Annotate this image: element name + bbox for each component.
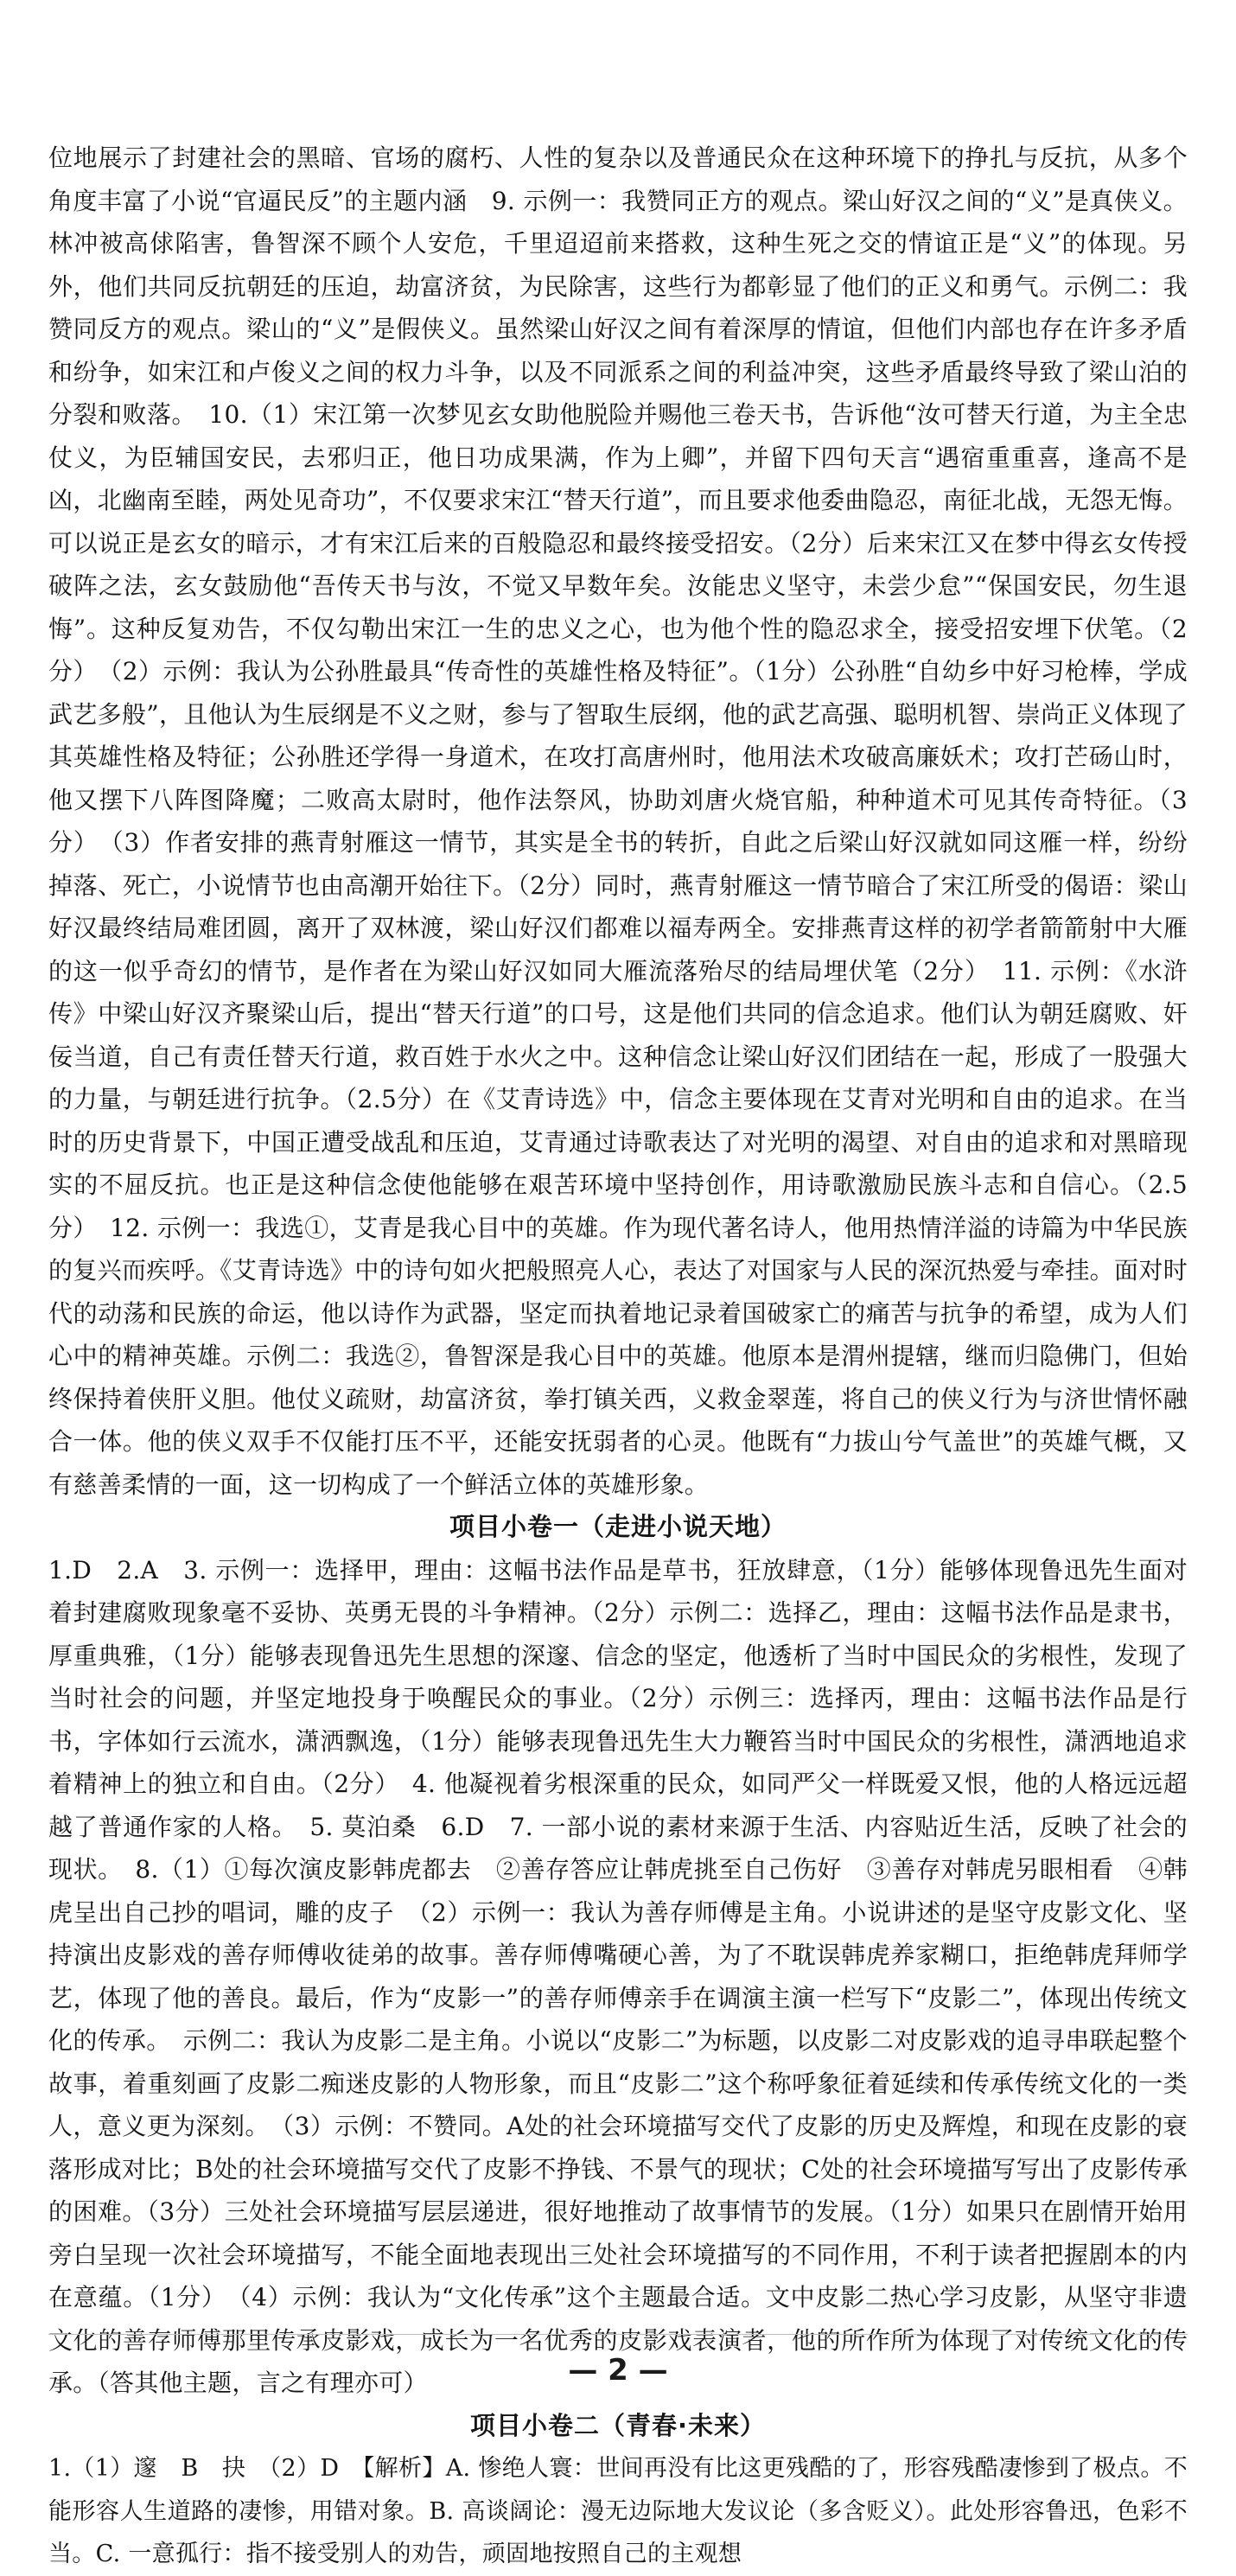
page-number: — 2 — <box>568 2353 668 2388</box>
section-title-2: 项目小卷二（青春·未来） <box>469 2410 767 2440</box>
answer-paragraph-continued: 位地展示了封建社会的黑暗、官场的腐朽、人性的复杂以及普通民众在这种环境下的挣扎与反抗，从多个角度丰富了小说“官逼民反”的主题内涵 9. 示例一：我赞同正方的观点。梁山好汉之间的“义”是真侠义。林冲被高俅陷害，鲁智深不顾个人安危，千里迢迢前来搭救，这种生死之交的情谊正是“义”的体现。另外，他们共同反抗朝廷的压迫，劫富济贫，为民除害，这些行为都彰显了他们的正义和勇气。示例二：我赞同反方的观点。梁山的“义”是假侠义。虽然梁山好汉之间有着深厚的情谊，但他们内部也存在许多矛盾和纷争，如宋江和卢俊义之间的权力斗争，以及不同派系之间的利益冲突，这些矛盾最终导致了梁山泊的分裂和败落。 10.（1）宋江第一次梦见玄女助他脱险并赐他三卷天书，告诉他“汝可替天行道，为主全忠仗义，为臣辅国安民，去邪归正，他日功成果满，作为上卿”，并留下四句天言“遇宿重重喜，逢高不是凶，北幽南至睦，两处见奇功”，不仅要求宋江“替天行道”，而且要求他委曲隐忍，南征北战，无怨无悔。可以说正是玄女的暗示，才有宋江后来的百般隐忍和最终接受招安。（2分）后来宋江又在梦中得玄女传授破阵之法，玄女鼓励他“吾传天书与汝，不觉又早数年矣。汝能忠义坚守，未尝少怠”“保国安民，勿生退悔”。这种反复劝告，不仅勾勒出宋江一生的忠义之心，也为他个性的隐忍求全，接受招安埋下伏笔。（2分） （2）示例：我认为公孙胜最具“传奇性的英雄性格及特征”。（1分）公孙胜“自幼乡中好习枪棒，学成武艺多般”，且他认为生辰纲是不义之财，参与了智取生辰纲，他的武艺高强、聪明机智、崇尚正义体现了其英雄性格及特征；公孙胜还学得一身道术，在攻打高唐州时，他用法术攻破高廉妖术；攻打芒砀山时，他又摆下八阵图降魔；二败高太尉时，他作法祭风，协助刘唐火烧官船，种种道术可见其传奇特征。（3分） （3）作者安排的燕青射雁这一情节，其实是全书的转折，自此之后梁山好汉就如同这雁一样，纷纷掉落、死亡，小说情节也由高潮开始往下。（2分）同时，燕青射雁这一情节暗合了宋江所受的偈语：梁山好汉最终结局难团圆，离开了双林渡，梁山好汉们都难以福寿两全。安排燕青这样的初学者箭箭射中大雁的这一似乎奇幻的情节，是作者在为梁山好汉如同大雁流落殆尽的结局埋伏笔（2分） 11. 示例：《水浒传》中梁山好汉齐聚梁山后，提出“替天行道”的口号，这是他们共同的信念追求。他们认为朝廷腐败、奸佞当道，自己有责任替天行道，救百姓于水火之中。这种信念让梁山好汉们团结在一起，形成了一股强大的力量，与朝廷进行抗争。（2.5分）在《艾青诗选》中，信念主要体现在艾青对光明和自由的追求。在当时的历史背景下，中国正遭受战乱和压迫，艾青通过诗歌表达了对光明的渴望、对自由的追求和对黑暗现实的不屈反抗。也正是这种信念使他能够在艰苦环境中坚持创作，用诗歌激励民族斗志和自信心。（2.5分） 12. 示例一：我选①，艾青是我心目中的英雄。作为现代著名诗人，他用热情洋溢的诗篇为中华民族的复兴而疾呼。《艾青诗选》中的诗句如火把般照亮人心，表达了对国家与人民的深沉热爱与牵挂。面对时代的动荡和民族的命运，他以诗作为武器，坚定而执着地记录着国破家亡的痛苦与抗争的希望，成为人们心中的精神英雄。示例二：我选②，鲁智深是我心目中的英雄。他原本是渭州提辖，继而归隐佛门，但始终保持着侠肝义胆。他仗义疏财，劫富济贫，拳打镇关西，义救金翠莲，将自己的侠义行为与济世情怀融合一体。他的侠义双手不仅能打压不平，还能安抚弱者的心灵。他既有“力拔山兮气盖世”的英雄气概，又有慈善柔情的一面，这一切构成了一个鲜活立体的英雄形象。 <box>48 143 1188 1499</box>
answer-paragraph-section-2: 1.（1）邃 B 抉 （2）D 【解析】A. 惨绝人寰：世间再没有比这更残酷的了，形容残酷凄惨到了极点。不能形容人生道路的凄惨，用错对象。B. 高谈阔论：漫无边际地大发议论（多含贬义）。此处形容鲁迅，色彩不当。C. 一意孤行：指不接受别人的劝告，顽固地按照自己的主观想 <box>48 2455 1188 2567</box>
text-column <box>48 137 1188 2576</box>
footer-divider <box>48 2334 1188 2335</box>
section-title-1: 项目小卷一（走进小说天地） <box>449 1512 787 1541</box>
answer-paragraph-section-1: 1.D 2.A 3. 示例一：选择甲，理由：这幅书法作品是草书，狂放肆意，（1分）能够体现鲁迅先生面对着封建腐败现象毫不妥协、英勇无畏的斗争精神。（2分）示例二：选择乙，理由：这幅书法作品是隶书，厚重典雅，（1分）能够表现鲁迅先生思想的深邃、信念的坚定，他透析了当时中国民众的劣根性，发现了当时社会的问题，并坚定地投身于唤醒民众的事业。（2分）示例三：选择丙，理由：这幅书法作品是行书，字体如行云流水，潇洒飘逸，（1分）能够表现鲁迅先生大力鞭笞当时中国民众的劣根性，潇洒地追求着精神上的独立和自由。（2分） 4. 他凝视着劣根深重的民众，如同严父一样既爱又恨，他的人格远远超越了普通作家的人格。 5. 莫泊桑 6.D 7. 一部小说的素材来源于生活、内容贴近生活，反映了社会的现状。 8.（1）①每次演皮影韩虎都去 ②善存答应让韩虎挑至自己伤好 ③善存对韩虎另眼相看 ④韩虎呈出自己抄的唱词，雕的皮子 （2）示例一：我认为善存师傅是主角。小说讲述的是坚守皮影文化、坚持演出皮影戏的善存师傅收徒弟的故事。善存师傅嘴硬心善，为了不耽误韩虎养家糊口，拒绝韩虎拜师学艺，体现了他的善良。最后，作为“皮影一”的善存师傅亲手在调演主演一栏写下“皮影二”，体现出传统文化的传承。 示例二：我认为皮影二是主角。小说以“皮影二”为标题，以皮影二对皮影戏的追寻串联起整个故事，着重刻画了皮影二痴迷皮影的人物形象，而且“皮影二”这个称呼象征着延续和传承传统文化的一类人，意义更为深刻。 （3）示例：不赞同。A处的社会环境描写交代了皮影的历史及辉煌，和现在皮影的衰落形成对比；B处的社会环境描写交代了皮影不挣钱、不景气的现状；C处的社会环境描写写出了皮影传承的困难。（3分）三处社会环境描写层层递进，很好地推动了故事情节的发展。（1分）如果只在剧情开始用旁白呈现一次社会环境描写，不能全面地表现出三处社会环境描写的不同作用，不利于读者把握剧本的内在意蕴。（1分） （4）示例：我认为“文化传承”这个主题最合适。文中皮影二热心学习皮影，从坚守非遗文化的善存师傅那里传承皮影戏，成长为一名优秀的皮影戏表演者，他的所作所为体现了对传统文化的传承。（答其他主题，言之有理亦可） <box>48 1555 1188 2397</box>
